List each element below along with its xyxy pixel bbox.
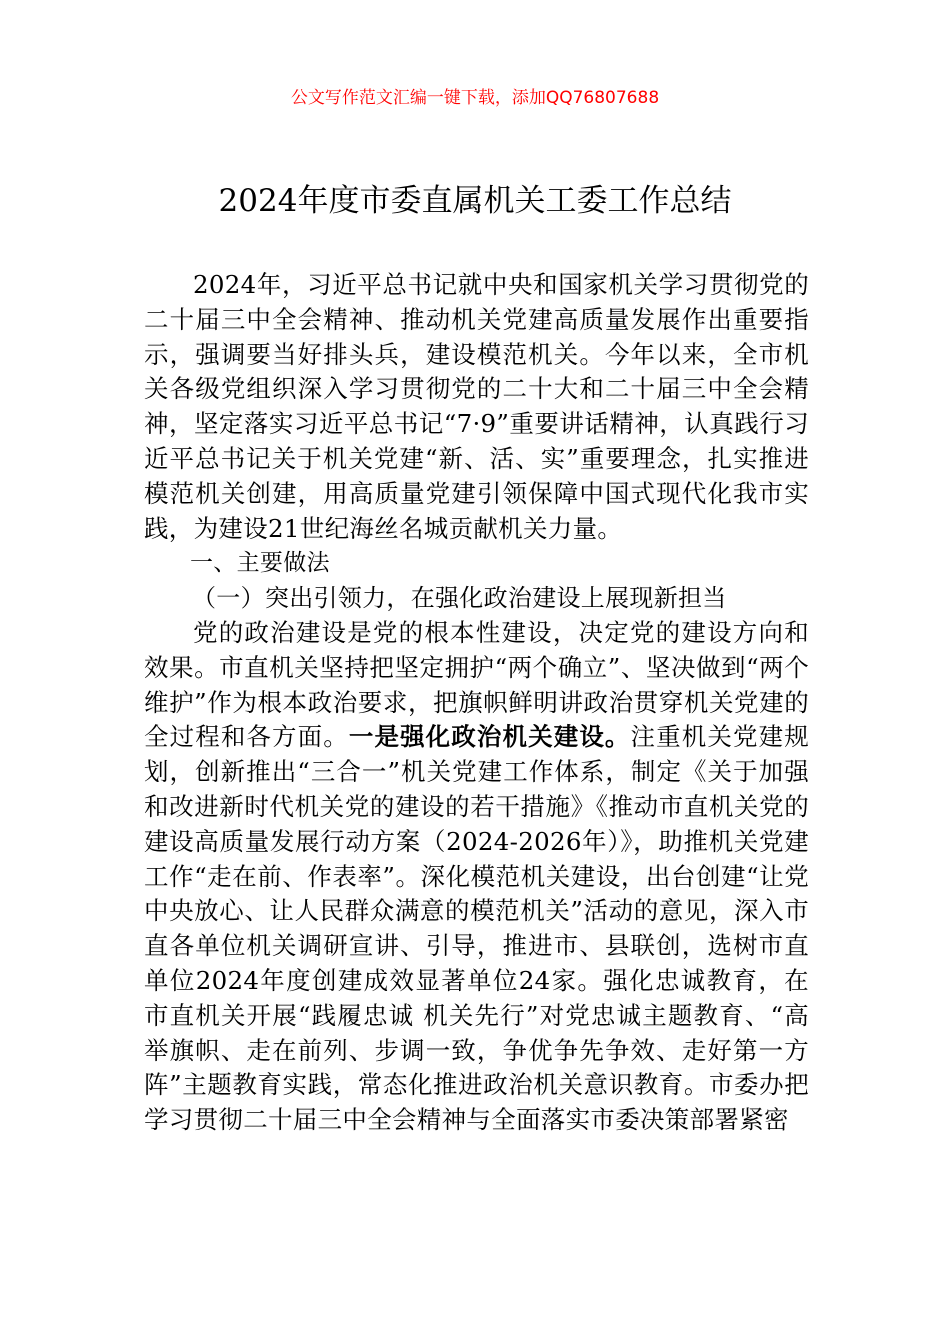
paragraph-text-part-2: 注重机关党建规划，创新推出“三合一”机关党建工作体系，制定《关于加强和改进新时代机关党的建设的若干措施》《推动市直机关党的建设高质量发展行动方案（2024-2026年）》，助推机关党建工作“走在前、作表率”。深化模范机关建设，出台创建“让党中央放心、让人民群众满意的模范机关”活动的意见，深入市直各单位机关调研宣讲、引导，推进市、县联创，选树市直单位2024年度创建成效显著单位24家。强化忠诚教育，在市直机关开展“践履忠诚 机关先行”对党忠诚主题教育、“高举旗帜、走在前列、步调一致，争优争先争效、走好第一方阵”主题教育实践，常态化推进政治机关意识教育。市委办把学习贯彻二十届三中全会精神与全面落实市委决策部署紧密 [144,722,809,1135]
paragraph-text-part-1: 党的政治建设是党的根本性建设，决定党的建设方向和效果。市直机关坚持把坚定拥护“两个确立”、坚决做到“两个维护”作为根本政治要求，把旗帜鲜明讲政治贯穿机关党建的全过程和各方面。 [144,617,809,752]
intro-paragraph: 2024年，习近平总书记就中央和国家机关学习贯彻党的二十届三中全会精神、推动机关党建高质量发展作出重要指示，强调要当好排头兵，建设模范机关。今年以来，全市机关各级党组织深入学习贯彻党的二十大和二十届三中全会精神，坚定落实习近平总书记“7·9”重要讲话精神，认真践行习近平总书记关于机关党建“新、活、实”重要理念，扎实推进模范机关创建，用高质量党建引领保障中国式现代化我市实践，为建设21世纪海丝名城贡献机关力量。 [144,270,809,543]
document-title: 2024年度市委直属机关工委工作总结 [218,183,732,219]
subsection-heading-1: （一）突出引领力，在强化政治建设上展现新担当 [192,584,727,613]
bold-key-point: 一是强化政治机关建设。 [348,722,631,752]
document-body [144,268,809,1138]
promo-banner: 公文写作范文汇编一键下载，添加QQ76807688 [290,88,660,108]
section-heading-1: 一、主要做法 [190,550,330,577]
body-paragraph-2 [144,616,809,1138]
